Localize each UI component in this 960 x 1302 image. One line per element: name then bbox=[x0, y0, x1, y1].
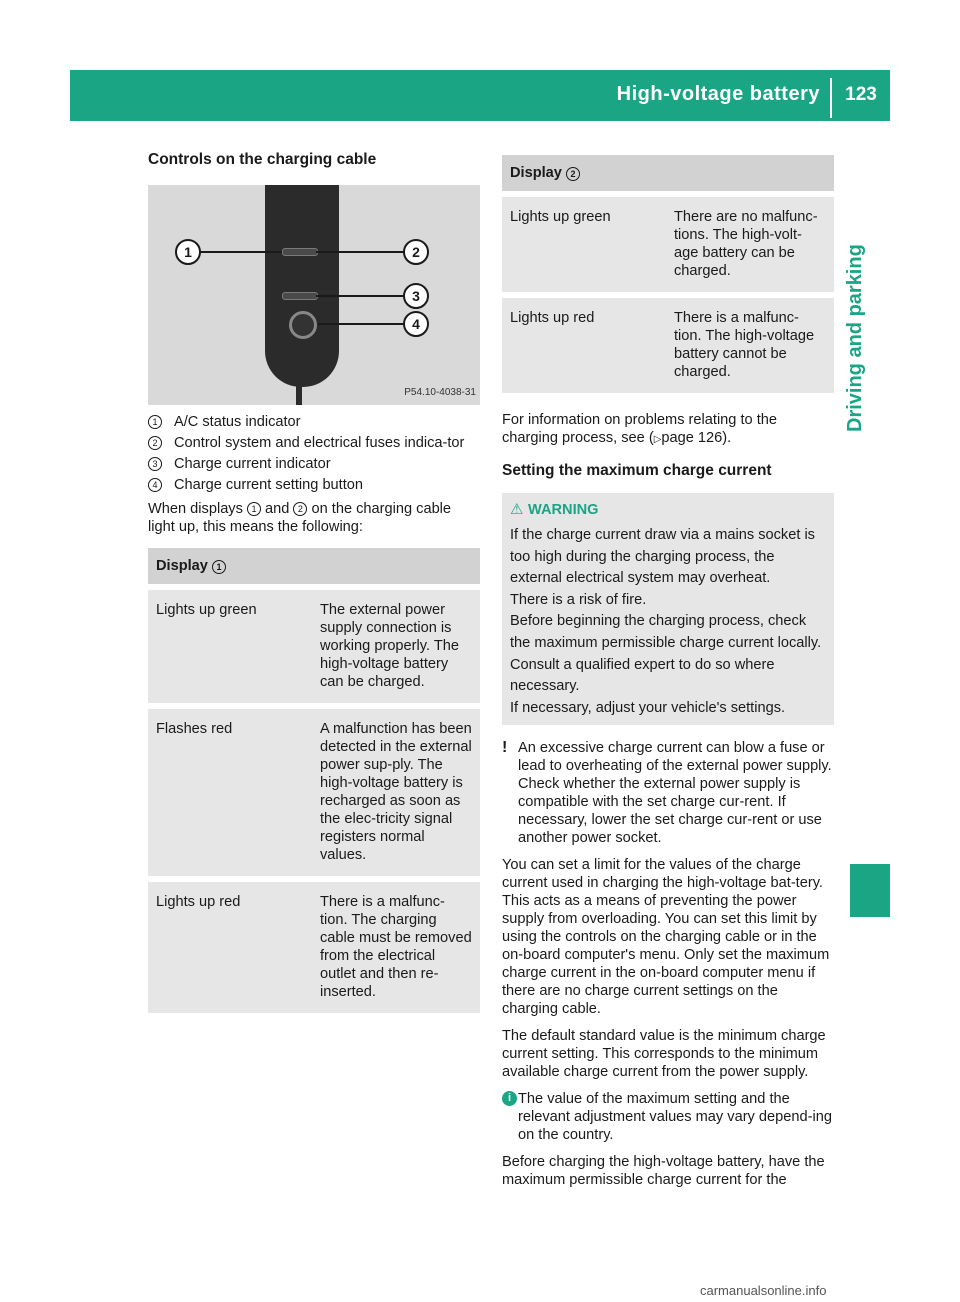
ac-status-indicator-slot bbox=[282, 248, 318, 256]
table-header-num: 1 bbox=[212, 560, 226, 574]
header-divider bbox=[830, 78, 832, 118]
right-column bbox=[502, 144, 834, 1198]
body-paragraph: The default standard value is the minimum charge current setting. This corresponds to the minimum available charge current from the power supply. bbox=[502, 1028, 826, 1081]
legend-item bbox=[148, 455, 480, 473]
meaning-cell: There is a malfunc-tion. The high-voltage battery cannot be charged. bbox=[666, 295, 834, 393]
table-header-label: Display bbox=[156, 558, 212, 574]
callout-3: 3 bbox=[403, 283, 429, 309]
table-header-label: Display bbox=[510, 165, 566, 181]
caution-note bbox=[502, 739, 834, 847]
charging-cable-figure bbox=[148, 185, 480, 405]
intro-num-1: 1 bbox=[247, 502, 261, 516]
table-header-empty bbox=[666, 155, 834, 194]
section-title: High-voltage battery bbox=[616, 83, 820, 105]
table-header-row bbox=[148, 548, 480, 587]
figure-reference: P54.10-4038-31 bbox=[404, 387, 476, 398]
table-row bbox=[502, 194, 834, 295]
info-icon: i bbox=[502, 1091, 517, 1106]
table-row bbox=[148, 706, 480, 879]
table-header-row bbox=[502, 155, 834, 194]
legend-number: 4 bbox=[148, 478, 162, 492]
table-header bbox=[502, 155, 666, 194]
table-header-num: 2 bbox=[566, 167, 580, 181]
page-header bbox=[70, 70, 890, 121]
meaning-cell: A malfunction has been detected in the external power sup-ply. The high-voltage battery is recharged as soon as the elec-tricity signal registers normal values. bbox=[312, 706, 480, 879]
legend-number: 1 bbox=[148, 415, 162, 429]
body-paragraph: You can set a limit for the values of the charge current used in charging the high-voltage bat-tery. This acts as a means of preventing the power supply from overloading. You can set this limit by using the controls on the charging cable or in the on-board computer's menu. Only set the maximum charge current in the on-board computer menu if there are no charge current settings on the charging cable. bbox=[502, 857, 830, 1018]
state-cell: Lights up red bbox=[502, 295, 666, 393]
state-cell: Lights up red bbox=[148, 879, 312, 1013]
setting-button-illustration bbox=[289, 311, 317, 339]
callout-1: 1 bbox=[175, 239, 201, 265]
callout-line-4 bbox=[318, 323, 404, 325]
legend-text: Charge current setting button bbox=[174, 477, 364, 493]
intro-text: and bbox=[260, 501, 294, 517]
page-reference-arrow-icon: ▷ bbox=[653, 434, 662, 445]
callout-line-3 bbox=[316, 295, 404, 297]
warning-title-text: WARNING bbox=[528, 502, 599, 518]
control-box-illustration bbox=[265, 185, 339, 387]
page-reference-link[interactable]: page 126). bbox=[661, 430, 732, 446]
warning-triangle-icon: ⚠ bbox=[510, 501, 524, 518]
meaning-cell: There are no malfunc-tions. The high-volt-age battery can be charged. bbox=[666, 194, 834, 295]
warning-paragraph: Before beginning the charging process, check the maximum permissible charge current locally. Consult a qualified expert to do so where necessary. bbox=[510, 613, 822, 695]
warning-paragraph: If the charge current draw via a mains socket is too high during the charging process, the external electrical system may overheat. bbox=[510, 527, 815, 587]
warning-box bbox=[502, 493, 834, 725]
intro-paragraph bbox=[148, 500, 480, 536]
intro-text: on the charging cable light up, this means the following: bbox=[148, 501, 452, 535]
warning-title bbox=[510, 501, 826, 519]
chapter-tab bbox=[844, 244, 866, 432]
state-cell: Lights up green bbox=[148, 587, 312, 706]
table-header bbox=[148, 548, 312, 587]
table-header-empty bbox=[312, 548, 480, 587]
legend-text: A/C status indicator bbox=[174, 414, 301, 430]
intro-text: When displays bbox=[148, 501, 247, 517]
max-current-heading: Setting the maximum charge current bbox=[502, 462, 772, 479]
legend-item bbox=[148, 434, 480, 452]
legend-text: Control system and electrical fuses indica-tor bbox=[174, 435, 465, 451]
caution-icon: ! bbox=[502, 739, 508, 757]
display-1-table bbox=[148, 548, 480, 1013]
controls-heading: Controls on the charging cable bbox=[148, 151, 377, 168]
legend-number: 2 bbox=[148, 436, 162, 450]
callout-4: 4 bbox=[403, 311, 429, 337]
cable-illustration bbox=[296, 380, 302, 405]
display-2-table bbox=[502, 155, 834, 393]
state-cell: Lights up green bbox=[502, 194, 666, 295]
legend-item bbox=[148, 476, 480, 494]
info-line-text: For information on problems relating to the charging process, see ( bbox=[502, 412, 777, 446]
legend-text: Charge current indicator bbox=[174, 456, 331, 472]
intro-num-2: 2 bbox=[293, 502, 307, 516]
watermark: carmanualsonline.info bbox=[700, 1283, 827, 1298]
table-row bbox=[148, 587, 480, 706]
info-note-text: The value of the maximum setting and the relevant adjustment values may vary depend-ing on the country. bbox=[518, 1091, 832, 1144]
callout-line-2 bbox=[316, 251, 404, 253]
legend-item bbox=[148, 413, 480, 431]
state-cell: Flashes red bbox=[148, 706, 312, 879]
page-number: 123 bbox=[845, 84, 877, 105]
caution-text: An excessive charge current can blow a fuse or lead to overheating of the external power supply. Check whether the external power supply is compatible with the set charge cur-rent. If necessary, lower the set charge cur-rent or use another power socket. bbox=[518, 740, 832, 847]
chapter-tab-label: Driving and parking bbox=[844, 244, 866, 432]
table-row bbox=[502, 295, 834, 393]
meaning-cell: There is a malfunc-tion. The charging cable must be removed from the electrical outlet and then re-inserted. bbox=[312, 879, 480, 1013]
callout-line-1 bbox=[200, 251, 282, 253]
legend-number: 3 bbox=[148, 457, 162, 471]
warning-paragraph: If necessary, adjust your vehicle's settings. bbox=[510, 699, 786, 716]
table-row bbox=[148, 879, 480, 1013]
left-column bbox=[148, 150, 480, 1031]
meaning-cell: The external power supply connection is working properly. The high-voltage battery can be charged. bbox=[312, 587, 480, 706]
warning-paragraph: There is a risk of fire. bbox=[510, 591, 647, 608]
info-line bbox=[502, 411, 834, 449]
callout-2: 2 bbox=[403, 239, 429, 265]
charge-current-indicator-slot bbox=[282, 292, 318, 300]
chapter-tab-marker bbox=[850, 864, 890, 917]
info-note bbox=[502, 1090, 834, 1144]
body-paragraph: Before charging the high-voltage battery, have the maximum permissible charge current for the bbox=[502, 1154, 825, 1189]
